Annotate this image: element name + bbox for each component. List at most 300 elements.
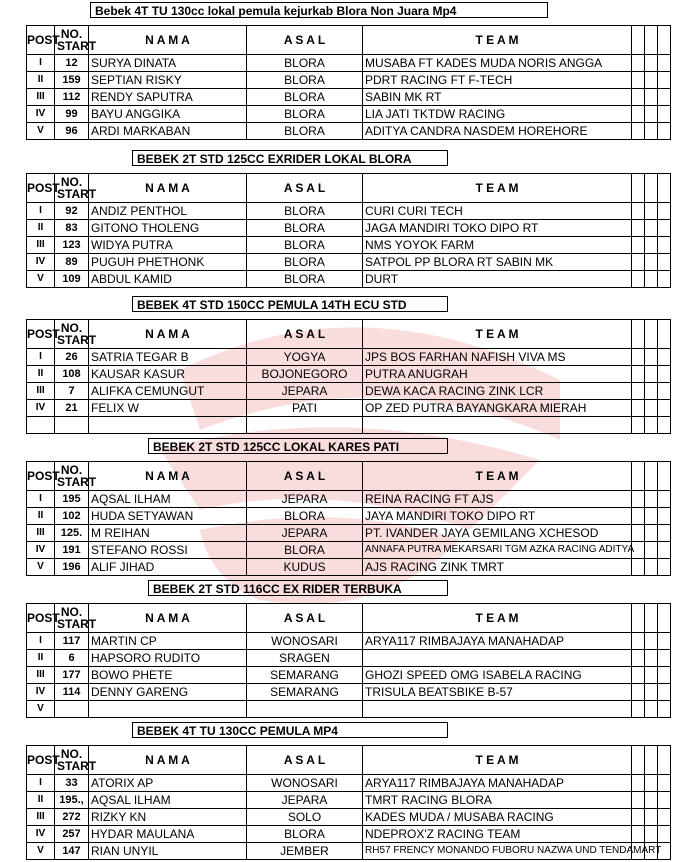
table-row: [27, 775, 671, 792]
header-asal: A S A L: [247, 174, 363, 203]
origin-cell: BLORA: [247, 508, 363, 525]
header-team: T E A M: [363, 174, 632, 203]
team-cell: LIA JATI TKTDW RACING: [363, 106, 632, 123]
position-cell: IV: [27, 542, 55, 559]
header-extra-cell: [645, 320, 658, 349]
position-cell: V: [27, 701, 55, 718]
header-asal: A S A L: [247, 604, 363, 633]
results-section: [26, 580, 670, 720]
extra-cell: [658, 349, 671, 366]
header-team: T E A M: [363, 320, 632, 349]
origin-cell: [247, 701, 363, 718]
table-row: [27, 400, 671, 417]
origin-cell: BLORA: [247, 89, 363, 106]
table-row: [27, 366, 671, 383]
extra-cell: [658, 826, 671, 843]
extra-cell: [658, 55, 671, 72]
header-extra-cell: [632, 26, 645, 55]
results-section: [26, 438, 670, 578]
start-number-cell: 114: [55, 684, 89, 701]
position-cell: II: [27, 72, 55, 89]
position-cell: V: [27, 271, 55, 288]
header-start: START: [57, 39, 97, 53]
table-row: [27, 809, 671, 826]
start-number-cell: 96: [55, 123, 89, 140]
start-number-cell: [55, 417, 89, 434]
extra-cell: [645, 667, 658, 684]
table-row: [27, 542, 671, 559]
start-number-cell: 109: [55, 271, 89, 288]
extra-cell: [645, 400, 658, 417]
extra-cell: [645, 633, 658, 650]
team-cell: GHOZI SPEED OMG ISABELA RACING: [363, 667, 632, 684]
results-section: [26, 296, 670, 436]
origin-cell: BLORA: [247, 254, 363, 271]
header-extra-cell: [658, 604, 671, 633]
extra-cell: [658, 417, 671, 434]
rider-name-cell: M REIHAN: [89, 525, 247, 542]
start-number-cell: 112: [55, 89, 89, 106]
results-table: [26, 745, 671, 860]
team-cell: RH57 FRENCY MONANDO FUBORU NAZWA UND TENDAMART: [363, 843, 632, 860]
position-cell: IV: [27, 684, 55, 701]
origin-cell: BLORA: [247, 220, 363, 237]
extra-cell: [658, 650, 671, 667]
position-cell: IV: [27, 400, 55, 417]
start-number-cell: 147: [55, 843, 89, 860]
position-cell: IV: [27, 106, 55, 123]
table-row: [27, 383, 671, 400]
header-extra-cell: [632, 320, 645, 349]
start-number-cell: 123: [55, 237, 89, 254]
header-extra-cell: [645, 26, 658, 55]
header-team: T E A M: [363, 604, 632, 633]
rider-name-cell: AQSAL ILHAM: [89, 792, 247, 809]
team-cell: JPS BOS FARHAN NAFISH VIVA MS: [363, 349, 632, 366]
header-no: NO.: [60, 605, 83, 619]
extra-cell: [632, 72, 645, 89]
header-no: NO.: [60, 463, 83, 477]
extra-cell: [658, 220, 671, 237]
extra-cell: [632, 826, 645, 843]
table-row: [27, 417, 671, 434]
position-cell: [27, 417, 55, 434]
start-number-cell: 7: [55, 383, 89, 400]
origin-cell: KUDUS: [247, 559, 363, 576]
extra-cell: [658, 491, 671, 508]
rider-name-cell: HAPSORO RUDITO: [89, 650, 247, 667]
extra-cell: [645, 72, 658, 89]
header-no-start: [55, 746, 97, 775]
rider-name-cell: ATORIX AP: [89, 775, 247, 792]
extra-cell: [632, 366, 645, 383]
table-row: [27, 667, 671, 684]
start-number-cell: 257: [55, 826, 89, 843]
header-extra-cell: [645, 174, 658, 203]
extra-cell: [645, 383, 658, 400]
extra-cell: [645, 701, 658, 718]
team-cell: ADITYA CANDRA NASDEM HOREHORE: [363, 123, 632, 140]
header-pos: POST: [27, 320, 55, 349]
header-extra-cell: [632, 174, 645, 203]
team-cell: JAYA MANDIRI TOKO DIPO RT: [363, 508, 632, 525]
header-extra-cell: [632, 462, 645, 491]
results-section: [26, 2, 670, 142]
extra-cell: [645, 366, 658, 383]
header-nama: N A M A: [89, 320, 247, 349]
rider-name-cell: BOWO PHETE: [89, 667, 247, 684]
header-nama: N A M A: [89, 26, 247, 55]
origin-cell: SEMARANG: [247, 667, 363, 684]
origin-cell: JEPARA: [247, 491, 363, 508]
team-cell: ARYA117 RIMBAJAYA MANAHADAP: [363, 633, 632, 650]
table-header-row: [27, 604, 671, 633]
extra-cell: [632, 792, 645, 809]
position-cell: IV: [27, 254, 55, 271]
extra-cell: [632, 203, 645, 220]
rider-name-cell: ABDUL KAMID: [89, 271, 247, 288]
rider-name-cell: STEFANO ROSSI: [89, 542, 247, 559]
origin-cell: BOJONEGORO: [247, 366, 363, 383]
header-no: NO.: [60, 747, 83, 761]
results-section: [26, 722, 670, 862]
origin-cell: WONOSARI: [247, 633, 363, 650]
position-cell: V: [27, 559, 55, 576]
team-cell: JAGA MANDIRI TOKO DIPO RT: [363, 220, 632, 237]
team-cell: MUSABA FT KADES MUDA NORIS ANGGA: [363, 55, 632, 72]
start-number-cell: 108: [55, 366, 89, 383]
extra-cell: [645, 106, 658, 123]
header-start: START: [57, 617, 97, 631]
position-cell: III: [27, 89, 55, 106]
extra-cell: [645, 650, 658, 667]
extra-cell: [645, 684, 658, 701]
extra-cell: [645, 123, 658, 140]
results-table: [26, 461, 671, 576]
extra-cell: [645, 525, 658, 542]
rider-name-cell: MARTIN CP: [89, 633, 247, 650]
table-row: [27, 203, 671, 220]
section-title: Bebek 4T TU 130cc lokal pemula kejurkab Blora Non Juara Mp4: [90, 2, 548, 18]
extra-cell: [658, 792, 671, 809]
extra-cell: [645, 491, 658, 508]
extra-cell: [632, 89, 645, 106]
origin-cell: YOGYA: [247, 349, 363, 366]
origin-cell: BLORA: [247, 826, 363, 843]
position-cell: III: [27, 237, 55, 254]
start-number-cell: 12: [55, 55, 89, 72]
extra-cell: [632, 525, 645, 542]
team-cell: OP ZED PUTRA BAYANGKARA MIERAH: [363, 400, 632, 417]
team-cell: DURT: [363, 271, 632, 288]
rider-name-cell: RIAN UNYIL: [89, 843, 247, 860]
team-cell: PT. IVANDER JAYA GEMILANG XCHESOD: [363, 525, 632, 542]
rider-name-cell: GITONO THOLENG: [89, 220, 247, 237]
extra-cell: [658, 366, 671, 383]
rider-name-cell: BAYU ANGGIKA: [89, 106, 247, 123]
extra-cell: [632, 508, 645, 525]
extra-cell: [658, 684, 671, 701]
extra-cell: [658, 237, 671, 254]
start-number-cell: 83: [55, 220, 89, 237]
rider-name-cell: HUDA SETYAWAN: [89, 508, 247, 525]
origin-cell: BLORA: [247, 203, 363, 220]
header-no-start: [55, 604, 97, 633]
rider-name-cell: ARDI MARKABAN: [89, 123, 247, 140]
extra-cell: [632, 650, 645, 667]
header-pos: POST: [27, 174, 55, 203]
header-extra-cell: [632, 746, 645, 775]
table-row: [27, 684, 671, 701]
start-number-cell: 92: [55, 203, 89, 220]
table-header-row: [27, 746, 671, 775]
position-cell: I: [27, 491, 55, 508]
position-cell: II: [27, 792, 55, 809]
origin-cell: JEPARA: [247, 792, 363, 809]
team-cell: REINA RACING FT AJS: [363, 491, 632, 508]
section-title: BEBEK 4T TU 130CC PEMULA MP4: [132, 722, 448, 738]
extra-cell: [658, 508, 671, 525]
start-number-cell: 89: [55, 254, 89, 271]
header-nama: N A M A: [89, 604, 247, 633]
extra-cell: [645, 254, 658, 271]
position-cell: III: [27, 667, 55, 684]
header-no-start: [55, 320, 97, 349]
header-extra-cell: [658, 462, 671, 491]
rider-name-cell: ALIFKA CEMUNGUT: [89, 383, 247, 400]
position-cell: II: [27, 366, 55, 383]
start-number-cell: 102: [55, 508, 89, 525]
extra-cell: [645, 89, 658, 106]
results-table: [26, 319, 671, 434]
extra-cell: [645, 826, 658, 843]
header-asal: A S A L: [247, 320, 363, 349]
header-asal: A S A L: [247, 462, 363, 491]
extra-cell: [658, 106, 671, 123]
origin-cell: JEMBER: [247, 843, 363, 860]
team-cell: NDEPROX'Z RACING TEAM: [363, 826, 632, 843]
extra-cell: [632, 491, 645, 508]
table-row: [27, 271, 671, 288]
section-title: BEBEK 2T STD 116CC EX RIDER TERBUKA: [148, 580, 448, 596]
table-row: [27, 72, 671, 89]
origin-cell: SRAGEN: [247, 650, 363, 667]
extra-cell: [632, 271, 645, 288]
extra-cell: [632, 559, 645, 576]
start-number-cell: 191: [55, 542, 89, 559]
table-row: [27, 89, 671, 106]
position-cell: II: [27, 508, 55, 525]
table-header-row: [27, 26, 671, 55]
extra-cell: [645, 775, 658, 792]
position-cell: II: [27, 650, 55, 667]
extra-cell: [658, 809, 671, 826]
table-row: [27, 508, 671, 525]
origin-cell: JEPARA: [247, 383, 363, 400]
position-cell: V: [27, 843, 55, 860]
header-team: T E A M: [363, 462, 632, 491]
extra-cell: [645, 349, 658, 366]
header-pos: POST: [27, 746, 55, 775]
extra-cell: [658, 271, 671, 288]
team-cell: KADES MUDA / MUSABA RACING: [363, 809, 632, 826]
header-asal: A S A L: [247, 746, 363, 775]
start-number-cell: 26: [55, 349, 89, 366]
section-title: BEBEK 2T STD 125CC EXRIDER LOKAL BLORA: [132, 150, 448, 166]
position-cell: I: [27, 775, 55, 792]
origin-cell: [247, 417, 363, 434]
header-no: NO.: [60, 175, 83, 189]
team-cell: AJS RACING ZINK TMRT: [363, 559, 632, 576]
origin-cell: BLORA: [247, 72, 363, 89]
extra-cell: [645, 237, 658, 254]
rider-name-cell: DENNY GARENG: [89, 684, 247, 701]
header-extra-cell: [658, 174, 671, 203]
origin-cell: BLORA: [247, 237, 363, 254]
extra-cell: [658, 89, 671, 106]
table-row: [27, 525, 671, 542]
header-no-start: [55, 462, 97, 491]
team-cell: TMRT RACING BLORA: [363, 792, 632, 809]
extra-cell: [645, 809, 658, 826]
table-header-row: [27, 462, 671, 491]
section-title: BEBEK 4T STD 150CC PEMULA 14TH ECU STD: [132, 296, 448, 312]
start-number-cell: 159: [55, 72, 89, 89]
header-team: T E A M: [363, 746, 632, 775]
header-start: START: [57, 475, 97, 489]
team-cell: ANNAFA PUTRA MEKARSARI TGM AZKA RACING ADITYA: [363, 542, 632, 559]
table-row: [27, 220, 671, 237]
start-number-cell: 33: [55, 775, 89, 792]
extra-cell: [645, 542, 658, 559]
extra-cell: [632, 400, 645, 417]
table-row: [27, 826, 671, 843]
position-cell: III: [27, 525, 55, 542]
results-table: [26, 25, 671, 140]
extra-cell: [632, 667, 645, 684]
rider-name-cell: KAUSAR KASUR: [89, 366, 247, 383]
origin-cell: BLORA: [247, 55, 363, 72]
header-extra-cell: [632, 604, 645, 633]
table-row: [27, 701, 671, 718]
table-row: [27, 559, 671, 576]
start-number-cell: 272: [55, 809, 89, 826]
rider-name-cell: SURYA DINATA: [89, 55, 247, 72]
extra-cell: [658, 123, 671, 140]
origin-cell: PATI: [247, 400, 363, 417]
extra-cell: [658, 254, 671, 271]
origin-cell: BLORA: [247, 106, 363, 123]
start-number-cell: 21: [55, 400, 89, 417]
results-section: [26, 150, 670, 290]
header-nama: N A M A: [89, 746, 247, 775]
table-header-row: [27, 320, 671, 349]
table-row: [27, 55, 671, 72]
header-no: NO.: [60, 321, 83, 335]
header-extra-cell: [645, 604, 658, 633]
start-number-cell: 6: [55, 650, 89, 667]
start-number-cell: 195: [55, 491, 89, 508]
header-nama: N A M A: [89, 462, 247, 491]
team-cell: [363, 650, 632, 667]
extra-cell: [645, 559, 658, 576]
rider-name-cell: PUGUH PHETHONK: [89, 254, 247, 271]
team-cell: CURI CURI TECH: [363, 203, 632, 220]
rider-name-cell: ANDIZ PENTHOL: [89, 203, 247, 220]
table-row: [27, 123, 671, 140]
origin-cell: WONOSARI: [247, 775, 363, 792]
position-cell: III: [27, 383, 55, 400]
header-team: T E A M: [363, 26, 632, 55]
team-cell: SABIN MK RT: [363, 89, 632, 106]
extra-cell: [658, 525, 671, 542]
header-start: START: [57, 333, 97, 347]
position-cell: III: [27, 809, 55, 826]
rider-name-cell: [89, 417, 247, 434]
extra-cell: [632, 123, 645, 140]
team-cell: TRISULA BEATSBIKE B-57: [363, 684, 632, 701]
extra-cell: [645, 203, 658, 220]
position-cell: I: [27, 349, 55, 366]
header-extra-cell: [645, 462, 658, 491]
table-row: [27, 843, 671, 860]
extra-cell: [658, 775, 671, 792]
header-pos: POST: [27, 26, 55, 55]
rider-name-cell: FELIX W: [89, 400, 247, 417]
header-no-start: [55, 174, 97, 203]
extra-cell: [632, 701, 645, 718]
extra-cell: [632, 55, 645, 72]
extra-cell: [632, 775, 645, 792]
header-start: START: [57, 759, 97, 773]
origin-cell: BLORA: [247, 542, 363, 559]
header-extra-cell: [658, 746, 671, 775]
team-cell: PUTRA ANUGRAH: [363, 366, 632, 383]
header-nama: N A M A: [89, 174, 247, 203]
table-row: [27, 254, 671, 271]
header-pos: POST: [27, 604, 55, 633]
extra-cell: [632, 633, 645, 650]
header-no: NO.: [60, 27, 83, 41]
table-row: [27, 491, 671, 508]
table-row: [27, 106, 671, 123]
extra-cell: [658, 559, 671, 576]
position-cell: I: [27, 55, 55, 72]
extra-cell: [658, 542, 671, 559]
header-pos: POST: [27, 462, 55, 491]
extra-cell: [632, 220, 645, 237]
position-cell: II: [27, 220, 55, 237]
table-row: [27, 633, 671, 650]
extra-cell: [658, 667, 671, 684]
origin-cell: BLORA: [247, 123, 363, 140]
team-cell: ARYA117 RIMBAJAYA MANAHADAP: [363, 775, 632, 792]
extra-cell: [658, 72, 671, 89]
header-extra-cell: [645, 746, 658, 775]
extra-cell: [658, 383, 671, 400]
header-start: START: [57, 187, 97, 201]
origin-cell: SEMARANG: [247, 684, 363, 701]
table-row: [27, 650, 671, 667]
extra-cell: [645, 417, 658, 434]
rider-name-cell: WIDYA PUTRA: [89, 237, 247, 254]
rider-name-cell: ALIF JIHAD: [89, 559, 247, 576]
start-number-cell: 195.,: [55, 792, 89, 809]
start-number-cell: 196: [55, 559, 89, 576]
header-no-start: [55, 26, 97, 55]
extra-cell: [632, 106, 645, 123]
rider-name-cell: [89, 701, 247, 718]
